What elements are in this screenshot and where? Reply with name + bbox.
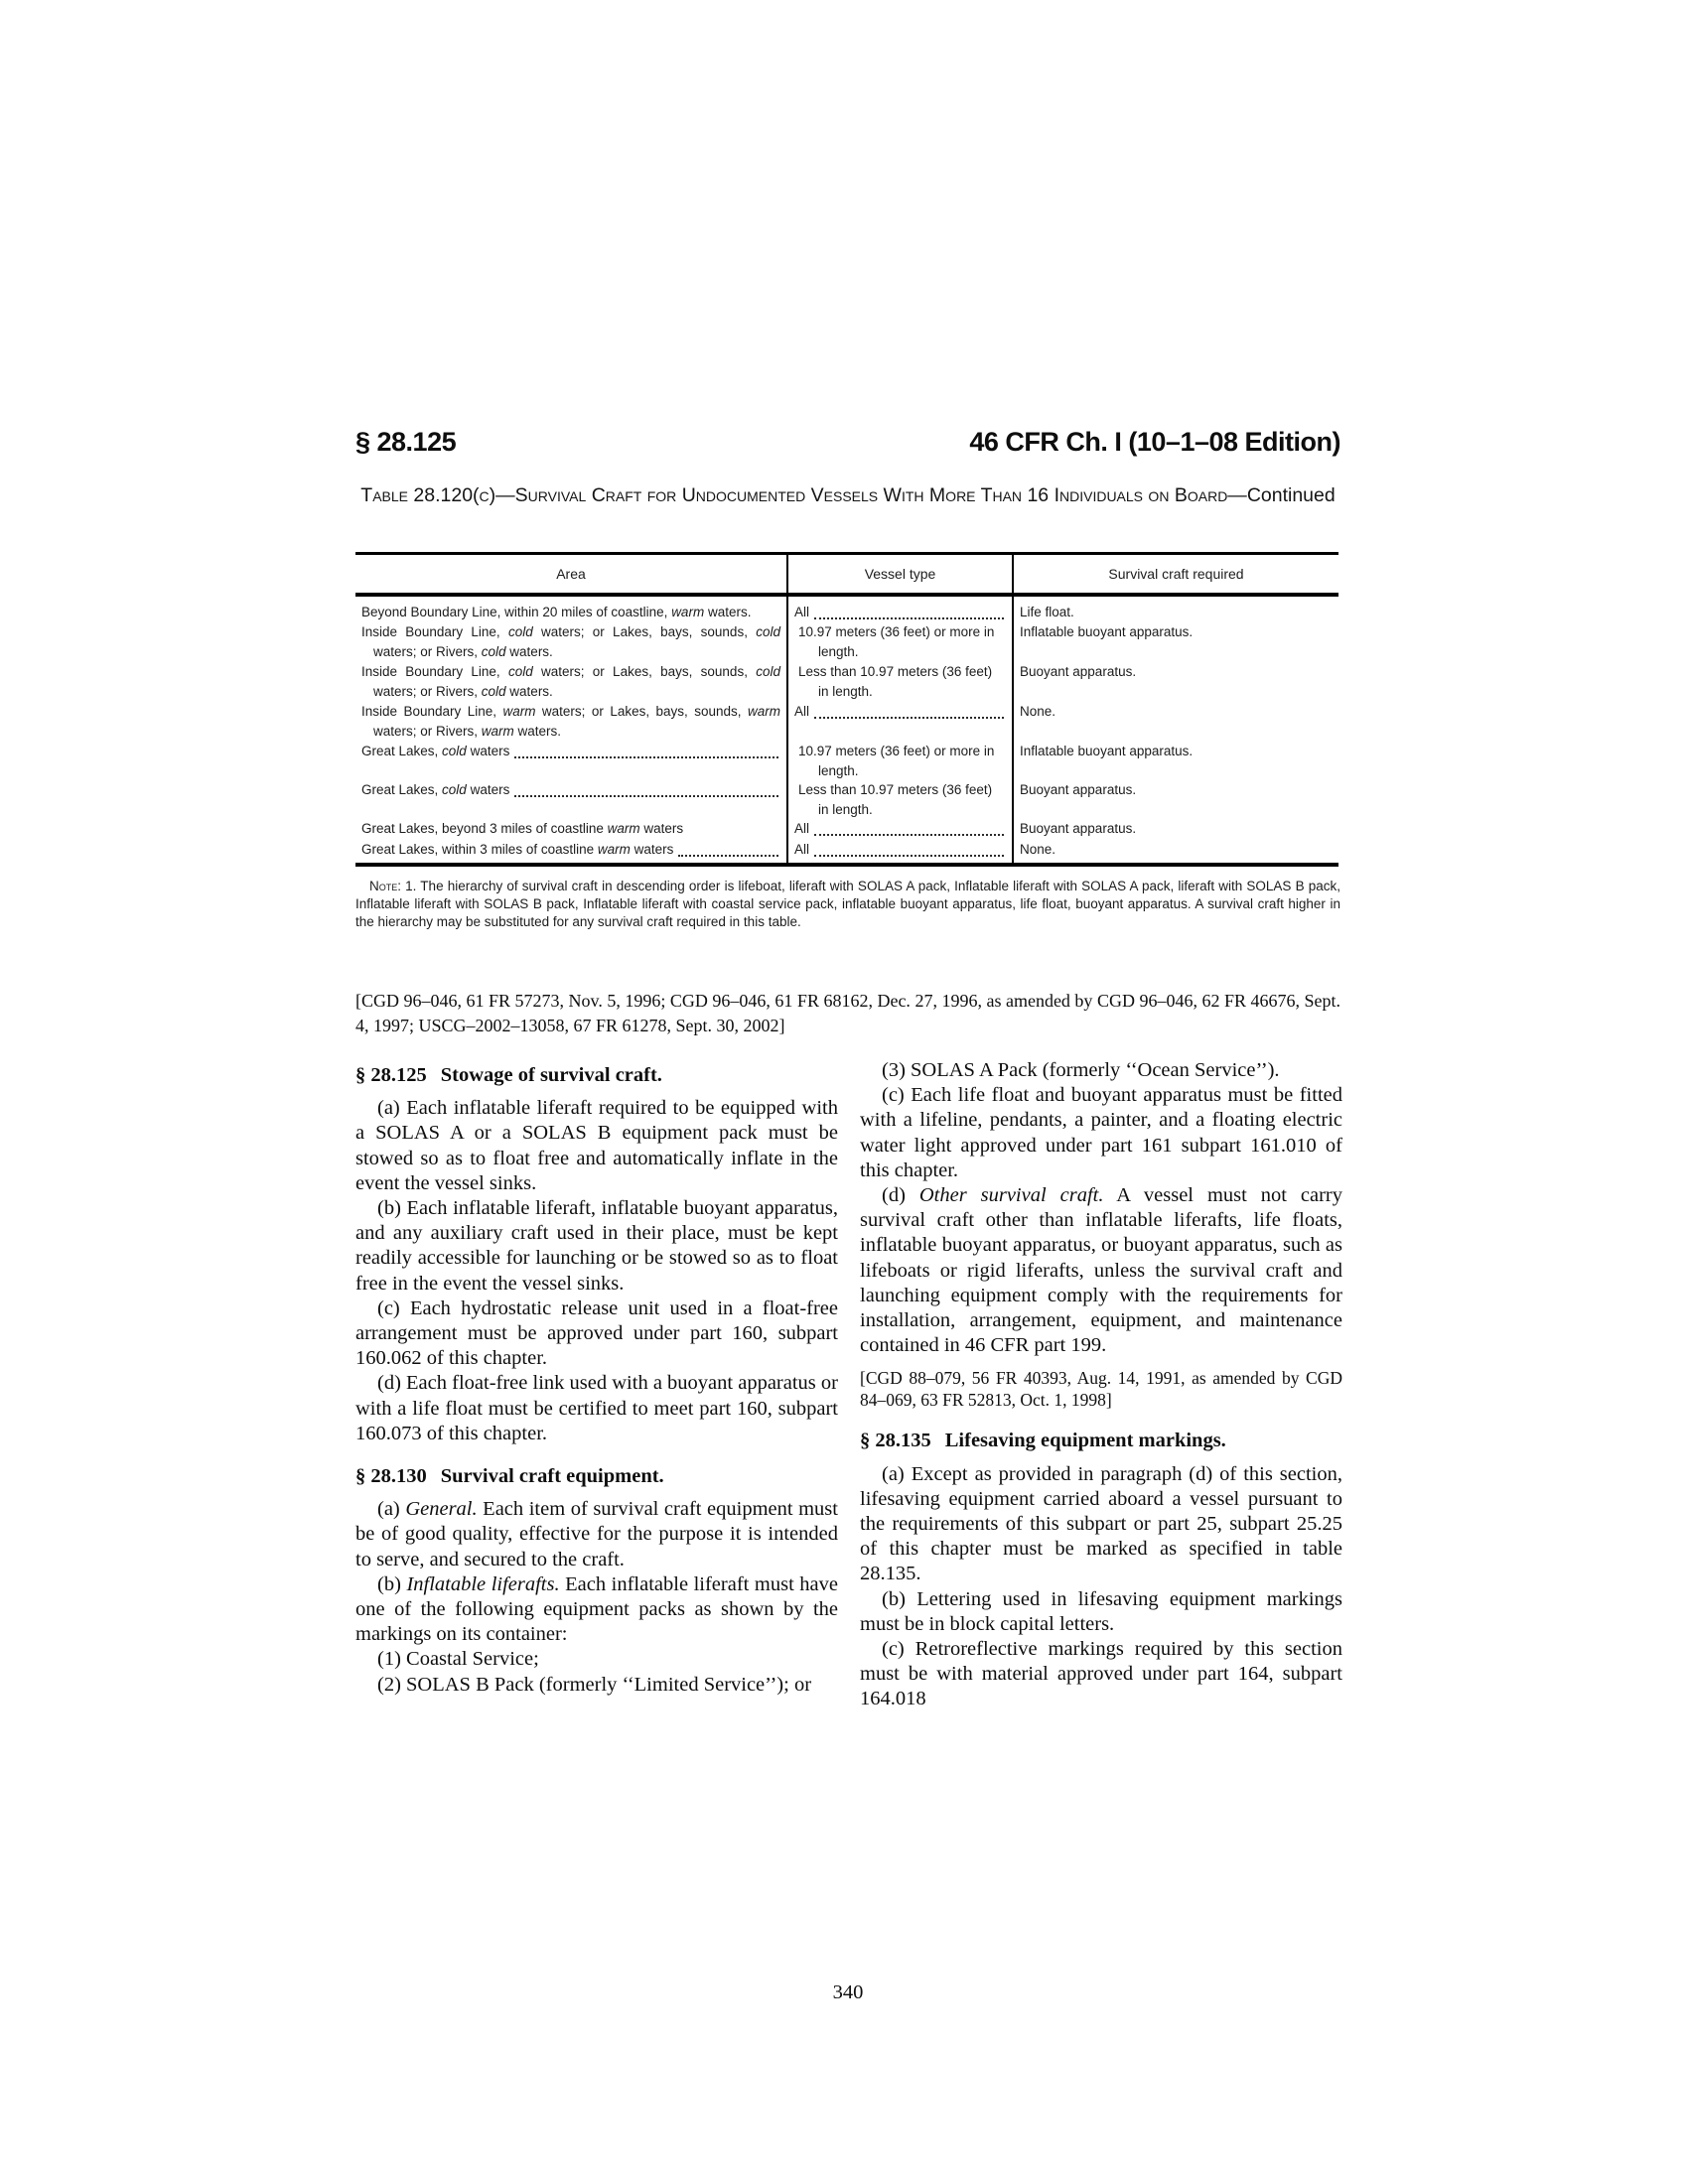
body-column-left <box>355 1058 838 1698</box>
text-run: [CGD 88–079, 56 FR 40393, Aug. 14, 1991, as amended by CGD 84–069, 63 FR 52813, Oct. 1, 1998] <box>860 1368 1342 1410</box>
text-run: Inside Boundary Line, <box>361 624 508 639</box>
body-paragraph <box>355 1096 838 1196</box>
text-run: Great Lakes, <box>361 782 443 797</box>
text-run: waters. <box>704 604 752 619</box>
table-note <box>355 878 1340 930</box>
citation <box>860 1368 1342 1411</box>
italic-text-run: cold <box>481 683 506 699</box>
text-run: Buoyant apparatus. <box>1020 664 1137 679</box>
table-cell-area <box>355 603 786 623</box>
text-run: (a) <box>377 1498 406 1521</box>
section-heading <box>355 1063 838 1088</box>
table-cell-area <box>355 840 786 861</box>
text-run: A vessel must not carry survival craft other than inflatable liferafts, life floats, inflatable buoyant apparatus, or buoyant apparatus, such as lifeboats or rigid liferafts, unless the survival craft and launching equipment comply with the requirements for installation, arrangement, equipment, and maintenance contained in 46 CFR part 199. <box>860 1184 1343 1357</box>
table-title-main: Table 28.120(c)—Survival Craft for Undocumented Vessels With More Than 16 Individuals on Board— <box>360 484 1247 506</box>
text-run: waters. <box>513 723 562 739</box>
running-head-edition: 46 CFR Ch. I (10–1–08 Edition) <box>969 427 1340 457</box>
text-run: waters <box>639 821 684 836</box>
section-title: Survival craft equipment. <box>440 1465 664 1488</box>
column-header-area: Area <box>556 566 586 582</box>
text-run: Each inflatable liferaft must have one of the following equipment packs as shown by the markings on its container: <box>355 1572 838 1646</box>
table-cell-area <box>355 702 786 742</box>
text-run: Great Lakes, beyond 3 miles of coastline <box>361 821 608 836</box>
table-cell-survival-craft <box>1012 834 1338 864</box>
italic-text-run: cold <box>507 624 533 639</box>
text-run: (d) Each float-free link used with a buoyant apparatus or with a life float must be certified to meet part 160, subpart 160.073 of this chapter. <box>355 1372 838 1444</box>
table-cell-area <box>355 622 786 662</box>
table-title-continued: Continued <box>1246 484 1336 506</box>
dot-leader <box>678 840 778 857</box>
body-paragraph <box>860 1058 1342 1083</box>
text-run: Buoyant apparatus. <box>1020 782 1137 797</box>
text-run: waters; or Lakes, bays, sounds, <box>535 704 748 719</box>
text-run: None. <box>1020 704 1056 719</box>
text-run: Beyond Boundary Line, within 20 miles of coastline, <box>361 604 672 619</box>
text-run: 10.97 meters (36 feet) or more in length. <box>798 624 995 659</box>
body-paragraph <box>355 1196 838 1297</box>
body-paragraph <box>860 1183 1342 1358</box>
text-run: Great Lakes, within 3 miles of coastline <box>361 841 598 857</box>
table-cell-area <box>355 780 786 819</box>
text-run: waters <box>630 841 674 857</box>
text-run: waters; or Rivers, <box>373 683 482 699</box>
table-cell-area <box>355 662 786 702</box>
column-header-vessel-type: Vessel type <box>786 555 1012 593</box>
dot-leader <box>814 702 1004 719</box>
body-paragraph <box>860 1637 1342 1712</box>
text-run: (1) Coastal Service; <box>377 1648 539 1671</box>
text-run: (d) <box>882 1184 919 1207</box>
italic-text-run: cold <box>481 643 506 659</box>
italic-text-run: warm <box>671 604 705 619</box>
italic-text-run: cold <box>507 664 533 679</box>
italic-text-run: warm <box>502 704 536 719</box>
text-run: (c) Retroreflective markings required by this section must be with material approved under part 164, subpart 164.018 <box>860 1638 1342 1710</box>
section-heading <box>860 1429 1342 1453</box>
text-run: waters; or Lakes, bays, sounds, <box>532 664 757 679</box>
body-paragraph <box>860 1083 1342 1183</box>
italic-text-run: warm <box>597 841 631 857</box>
italic-text-run: General. <box>405 1498 478 1521</box>
text-run: Less than 10.97 meters (36 feet) in length. <box>798 782 993 817</box>
table-row <box>355 840 1338 861</box>
text-run: (b) Lettering used in lifesaving equipment markings must be in block capital letters. <box>860 1587 1342 1635</box>
italic-text-run: warm <box>607 821 640 836</box>
column-header-survival-craft: Survival craft required <box>1012 555 1338 593</box>
smallcaps-text-run: Note <box>369 879 398 893</box>
text-run: waters. <box>505 643 553 659</box>
body-column-right <box>860 1058 1342 1712</box>
text-run: All <box>794 604 810 619</box>
cell-text <box>794 702 809 722</box>
body-paragraph <box>355 1572 838 1648</box>
text-run: (b) <box>377 1572 407 1595</box>
table-cell-area <box>355 819 786 840</box>
cell-text <box>794 840 809 860</box>
text-run: Life float. <box>1020 604 1074 619</box>
text-run: Great Lakes, <box>361 744 443 758</box>
body-paragraph <box>860 1587 1342 1637</box>
text-run: Inside Boundary Line, <box>361 664 508 679</box>
body-paragraph <box>355 1497 838 1572</box>
cell-text <box>361 780 509 800</box>
italic-text-run: warm <box>748 704 780 719</box>
italic-text-run: cold <box>442 782 467 797</box>
text-run: waters; or Rivers, <box>373 723 482 739</box>
text-run: waters; or Rivers, <box>373 643 482 659</box>
text-run: (a) Each inflatable liferaft required to be equipped with a SOLAS A or a SOLAS B equipment pack must be stowed so as to float free and automatically inflate in the event the vessel sinks. <box>355 1097 838 1194</box>
text-run: Each item of survival craft equipment must be of good quality, effective for the purpose it is intended to serve, and secured to the craft. <box>355 1498 838 1570</box>
text-run: All <box>794 841 810 857</box>
text-run: None. <box>1020 841 1056 857</box>
text-run: All <box>794 704 810 719</box>
table-header-row <box>355 555 1338 597</box>
italic-text-run: cold <box>756 664 780 679</box>
text-run: Inflatable buoyant apparatus. <box>1020 624 1194 639</box>
body-paragraph <box>860 1462 1342 1587</box>
text-run: Inside Boundary Line, <box>361 704 503 719</box>
section-title: Stowage of survival craft. <box>440 1064 662 1086</box>
section-heading <box>355 1464 838 1489</box>
text-run: waters. <box>505 683 553 699</box>
dot-leader <box>814 840 1004 857</box>
text-run: All <box>794 821 810 836</box>
text-run: : 1. The hierarchy of survival craft in descending order is lifeboat, liferaft with SOLAS A pack, Inflatable liferaft with SOLAS A pack, liferaft with SOLAS B pack, Inflatable liferaft with SOLAS B pack, Inflatable liferaft with coastal service pack, inflatable buoyant apparatus, life float, buoyant apparatus. A survival craft higher in the hierarchy may be substituted for any survival craft required in this table. <box>355 879 1340 929</box>
text-run: Buoyant apparatus. <box>1020 821 1137 836</box>
text-run: (2) SOLAS B Pack (formerly ‘‘Limited Service’’); or <box>377 1673 812 1696</box>
amendment-citation: [CGD 96–046, 61 FR 57273, Nov. 5, 1996; CGD 96–046, 61 FR 68162, Dec. 27, 1996, as amended by CGD 96–046, 62 FR 46676, Sept. 4, 1997; USCG–2002–13058, 67 FR 61278, Sept. 30, 2002] <box>355 991 1340 1035</box>
table-title <box>355 482 1340 508</box>
dot-leader <box>514 742 778 758</box>
section-number: § 28.135 <box>860 1430 931 1452</box>
section-number: § 28.125 <box>355 1064 427 1086</box>
italic-text-run: warm <box>481 723 514 739</box>
text-run: (b) Each inflatable liferaft, inflatable buoyant apparatus, and any auxiliary craft used in their place, must be kept readily accessible for launching or be stowed so as to float free in the event the vessel sinks. <box>355 1197 838 1295</box>
text-run: (c) Each life float and buoyant apparatus must be fitted with a lifeline, pendants, a painter, and a floating electric water light approved under part 161 subpart 161.010 of this chapter. <box>860 1084 1342 1181</box>
text-run: waters <box>466 782 510 797</box>
text-run: Inflatable buoyant apparatus. <box>1020 744 1194 758</box>
italic-text-run: Inflatable liferafts. <box>406 1572 560 1595</box>
text-run: (c) Each hydrostatic release unit used in a float-free arrangement must be approved under part 160, subpart 160.062 of this chapter. <box>355 1297 838 1370</box>
text-run: (a) Except as provided in paragraph (d) of this section, lifesaving equipment carried aboard a vessel pursuant to the requirements of this subpart or part 25, subpart 25.25 of this chapter must be marked as specified in table 28.135. <box>860 1462 1342 1585</box>
italic-text-run: Other survival craft. <box>918 1184 1104 1207</box>
section-number: § 28.130 <box>355 1465 427 1488</box>
text-run: 10.97 meters (36 feet) or more in length. <box>798 744 995 778</box>
cell-text <box>361 742 509 761</box>
survival-craft-table <box>355 552 1338 867</box>
running-head-section: § 28.125 <box>355 427 457 457</box>
cell-text <box>361 840 673 860</box>
table-body <box>355 597 1338 868</box>
body-paragraph <box>355 1673 838 1698</box>
text-run: (3) SOLAS A Pack (formerly ‘‘Ocean Service’’). <box>882 1059 1280 1081</box>
italic-text-run: cold <box>442 744 467 758</box>
body-paragraph <box>355 1297 838 1372</box>
text-run: waters <box>466 744 510 758</box>
dot-leader <box>514 780 778 797</box>
text-run: waters; or Lakes, bays, sounds, <box>532 624 757 639</box>
page-number: 340 <box>832 1981 864 2003</box>
body-paragraph <box>355 1647 838 1672</box>
table-cell-area <box>355 742 786 780</box>
running-head <box>355 427 1340 458</box>
table-cell-vessel-type <box>786 834 1012 864</box>
section-title: Lifesaving equipment markings. <box>944 1430 1226 1452</box>
italic-text-run: cold <box>756 624 780 639</box>
body-paragraph <box>355 1371 838 1446</box>
text-run: Less than 10.97 meters (36 feet) in length. <box>798 664 993 699</box>
